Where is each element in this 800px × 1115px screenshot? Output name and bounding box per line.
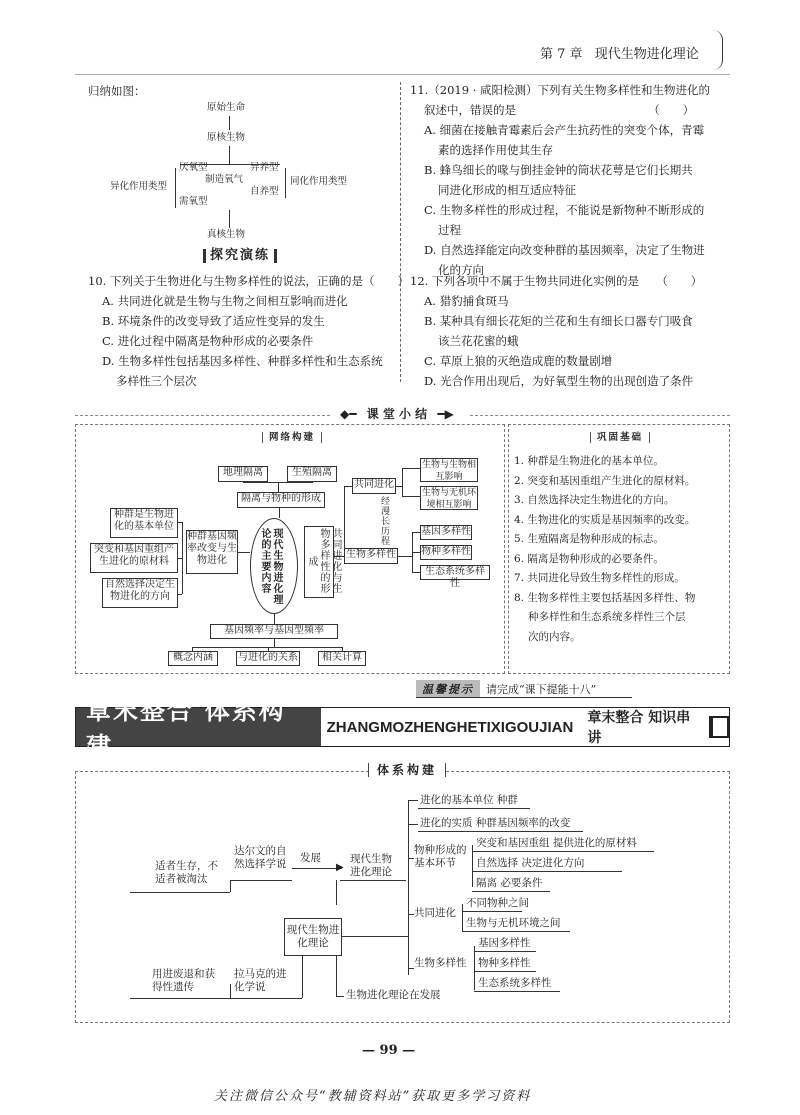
basics-item: 种多样性和生态系统多样性三个层 bbox=[528, 611, 686, 623]
basics-item: 5. 生殖隔离是物种形成的标志。 bbox=[514, 533, 664, 545]
sys-survive: 适者生存，不适者被淘汰 bbox=[155, 860, 218, 885]
net-gene-div: 基因多样性 bbox=[420, 525, 472, 540]
column-divider bbox=[400, 82, 401, 382]
q11-stem: 11.（2019 · 咸阳检测）下列有关生物多样性和生物进化的 bbox=[410, 83, 711, 97]
net-coevolution: 共同进化 bbox=[352, 478, 396, 494]
diagram-aerobic: 需氧型 bbox=[179, 196, 208, 207]
q11-option-b-cont: 同进化形成的相互适应特征 bbox=[438, 183, 576, 197]
net-mutation: 突变和基因重组产生进化的原材料 bbox=[90, 543, 178, 573]
intro-text: 归纳如图： bbox=[88, 84, 146, 98]
q10-option-d[interactable]: D. 生物多样性包括基因多样性、种群多样性和生态系统 bbox=[102, 354, 383, 368]
q10-option-a[interactable]: A. 共同进化就是生物与生物之间相互影响而进化 bbox=[102, 294, 348, 308]
q12-option-d[interactable]: D. 光合作用出现后，为好氧型生物的出现创造了条件 bbox=[424, 374, 694, 388]
chapter-banner bbox=[75, 696, 730, 761]
footer-note: 关注微信公众号“教辅资料站”获取更多学习资料 bbox=[214, 1089, 532, 1104]
summary-rule-left bbox=[75, 415, 330, 416]
banner-main: 章末整合 体系构建 bbox=[76, 708, 321, 746]
q12-option-c[interactable]: C. 草原上狼的灭绝造成鹿的数量剧增 bbox=[424, 354, 613, 368]
q11-option-c[interactable]: C. 生物多样性的形成过程，不能说是新物种不断形成的 bbox=[424, 203, 705, 217]
sys-natural: 自然选择 决定进化方向 bbox=[476, 857, 585, 869]
chapter-title: 现代生物进化理论 bbox=[594, 47, 699, 62]
question-12 bbox=[410, 271, 702, 391]
q12-option-b-cont: 该兰花花蜜的蛾 bbox=[438, 334, 519, 348]
q10-option-d-cont: 多样性三个层次 bbox=[116, 374, 197, 388]
net-concept: 概念内涵 bbox=[168, 651, 218, 666]
net-coevolution-form: 共同进化与生物多样性的形成 bbox=[304, 526, 334, 598]
sys-modern-top: 现代生物进化理论 bbox=[350, 853, 392, 878]
net-gene-freq: 种群基因频率改变与生物进化 bbox=[186, 530, 238, 574]
net-bio-bio: 生物与生物相互影响 bbox=[421, 460, 476, 482]
banner-right: 章末整合 知识串讲 bbox=[587, 710, 691, 746]
tip-rule bbox=[416, 697, 632, 698]
sys-mutation: 突变和基因重组 提供进化的原材料 bbox=[476, 837, 637, 849]
sys-in-dev: 生物进化理论在发展 bbox=[346, 989, 441, 1001]
diagram-mid: 原核生物 bbox=[207, 132, 246, 143]
arrow-right-icon: ━▶ bbox=[437, 407, 454, 421]
arrow-right-icon: ▶ bbox=[336, 862, 344, 873]
net-relation: 与进化的关系 bbox=[236, 651, 300, 666]
basics-item: 7. 共同进化导致生物多样性的形成。 bbox=[514, 572, 685, 584]
diagram-top: 原始生命 bbox=[207, 102, 246, 113]
tip-text: 请完成“课下提能十八” bbox=[486, 683, 597, 696]
net-long: 经漫长历程 bbox=[379, 496, 389, 546]
q11-option-d-cont: 化的方向 bbox=[438, 263, 484, 277]
basics-item: 3. 自然选择决定生物进化的方向。 bbox=[514, 494, 675, 506]
q11-option-a-cont: 素的选择作用使其生存 bbox=[438, 143, 553, 157]
diagram-autotroph: 自养型 bbox=[250, 186, 279, 197]
q12-option-a[interactable]: A. 猎豹捕食斑马 bbox=[424, 294, 509, 308]
q10-option-c[interactable]: C. 进化过程中隔离是物种形成的必要条件 bbox=[102, 334, 314, 348]
header-bracket bbox=[712, 30, 723, 70]
basics-item: 6. 隔离是物种形成的必要条件。 bbox=[514, 552, 664, 565]
sys-develop: 发展 bbox=[300, 852, 321, 864]
sys-essence: 进化的实质 种群基因频率的改变 bbox=[420, 817, 571, 829]
q11-option-b[interactable]: B. 蜂鸟细长的喙与倒挂金钟的筒状花萼是它们长期共 bbox=[424, 163, 693, 177]
tip-bar bbox=[416, 680, 596, 698]
net-eco-div: 生态系统多样性 bbox=[420, 565, 490, 580]
network-label: 网络构建 bbox=[262, 432, 322, 443]
sys-between-species: 不同物种之间 bbox=[466, 897, 529, 909]
basics-item: 1. 种群是生物进化的基本单位。 bbox=[514, 455, 664, 467]
net-geo: 地理隔离 bbox=[218, 466, 268, 482]
net-calc: 相关计算 bbox=[318, 651, 366, 666]
sys-gene-div: 基因多样性 bbox=[478, 937, 531, 949]
net-repro: 生殖隔离 bbox=[287, 466, 337, 482]
net-species-div: 物种多样性 bbox=[420, 545, 472, 560]
sys-eco-div: 生态系统多样性 bbox=[478, 977, 552, 989]
question-10 bbox=[88, 271, 409, 391]
page-number: — 99 — bbox=[362, 1043, 416, 1058]
basics-list bbox=[514, 452, 695, 647]
diagram-anaerobic: 厌氧型 bbox=[179, 162, 208, 173]
banner-end-mark bbox=[709, 716, 729, 738]
sys-coevolution: 共同进化 bbox=[414, 907, 456, 919]
q11-stem-cont: 叙述中，错误的是 （ ） bbox=[424, 103, 695, 117]
summary-title bbox=[340, 407, 454, 421]
sys-species-form: 物种形成的基本环节 bbox=[414, 844, 467, 869]
question-11 bbox=[410, 80, 710, 280]
diagram-oxygen: 制造氧气 bbox=[205, 174, 244, 185]
basics-item: 2. 突变和基因重组产生进化的原材料。 bbox=[514, 474, 696, 487]
chapter-number: 第 7 章 bbox=[540, 47, 583, 62]
arrow-left-icon: ◆━ bbox=[340, 407, 357, 421]
basics-item: 次的内容。 bbox=[528, 630, 581, 643]
q12-stem: 12. 下列各项中不属于生物共同进化实例的是 （ ） bbox=[410, 274, 703, 288]
chapter-header bbox=[540, 48, 699, 62]
sys-darwin: 达尔文的自然选择学说 bbox=[234, 845, 287, 870]
sys-unit: 进化的基本单位 种群 bbox=[420, 794, 518, 806]
net-biodiversity: 生物多样性 bbox=[344, 548, 398, 564]
basics-item: 4. 生物进化的实质是基因频率的改变。 bbox=[514, 513, 696, 526]
q10-stem: 10. 下列关于生物进化与生物多样性的说法，正确的是（ ） bbox=[88, 274, 409, 288]
sys-bio-env: 生物与无机环境之间 bbox=[466, 917, 561, 929]
net-unit: 种群是生物进化的基本单位 bbox=[110, 508, 178, 538]
net-isolation: 隔离与物种的形成 bbox=[237, 492, 325, 508]
header-rule bbox=[75, 74, 730, 75]
diagram-right-label: 同化作用类型 bbox=[290, 176, 348, 187]
net-selection: 自然选择决定生物进化的方向 bbox=[102, 578, 178, 608]
basics-label: 巩固基础 bbox=[590, 432, 650, 443]
system-label: 体系构建 bbox=[368, 763, 446, 777]
q11-option-a[interactable]: A. 细菌在接触青霉素后会产生抗药性的突变个体，青霉 bbox=[424, 123, 705, 137]
banner-pinyin: ZHANGMOZHENGHETIXIGOUJIAN bbox=[326, 718, 574, 736]
summary-title-text: 课 堂 小 结 bbox=[366, 407, 428, 421]
net-freq-bottom: 基因频率与基因型频率 bbox=[210, 624, 338, 639]
summary-rule-right bbox=[470, 415, 730, 416]
basics-item: 8. 生物多样性主要包括基因多样性、物 bbox=[514, 591, 696, 604]
net-bio-env: 生物与无机环境相互影响 bbox=[421, 488, 476, 510]
sys-biodiversity: 生物多样性 bbox=[414, 957, 467, 969]
net-core-text: 现代生物进化理论的主要内容 bbox=[259, 528, 282, 605]
sys-modern-center: 现代生物进化理论 bbox=[284, 918, 342, 956]
section-explore-title: 探究演练 bbox=[203, 249, 277, 263]
q11-option-c-cont: 过程 bbox=[438, 223, 461, 237]
diagram-bottom: 真核生物 bbox=[207, 229, 246, 240]
q11-option-d[interactable]: D. 自然选择能定向改变种群的基因频率，决定了生物进 bbox=[424, 243, 705, 257]
sys-isolation: 隔离 必要条件 bbox=[476, 877, 543, 889]
diagram-heterotroph: 异养型 bbox=[250, 162, 279, 173]
q12-option-b[interactable]: B. 某种具有细长花矩的兰花和生有细长口器专门吸食 bbox=[424, 314, 693, 328]
sys-lamarck: 拉马克的进化学说 bbox=[234, 968, 287, 993]
q10-option-b[interactable]: B. 环境条件的改变导致了适应性变异的发生 bbox=[102, 314, 325, 328]
sys-lamarck-cause: 用进废退和获得性遗传 bbox=[152, 968, 215, 993]
tip-label: 温馨提示 bbox=[416, 680, 480, 698]
diagram-left-label: 异化作用类型 bbox=[110, 181, 168, 192]
sys-species-div: 物种多样性 bbox=[478, 957, 531, 969]
